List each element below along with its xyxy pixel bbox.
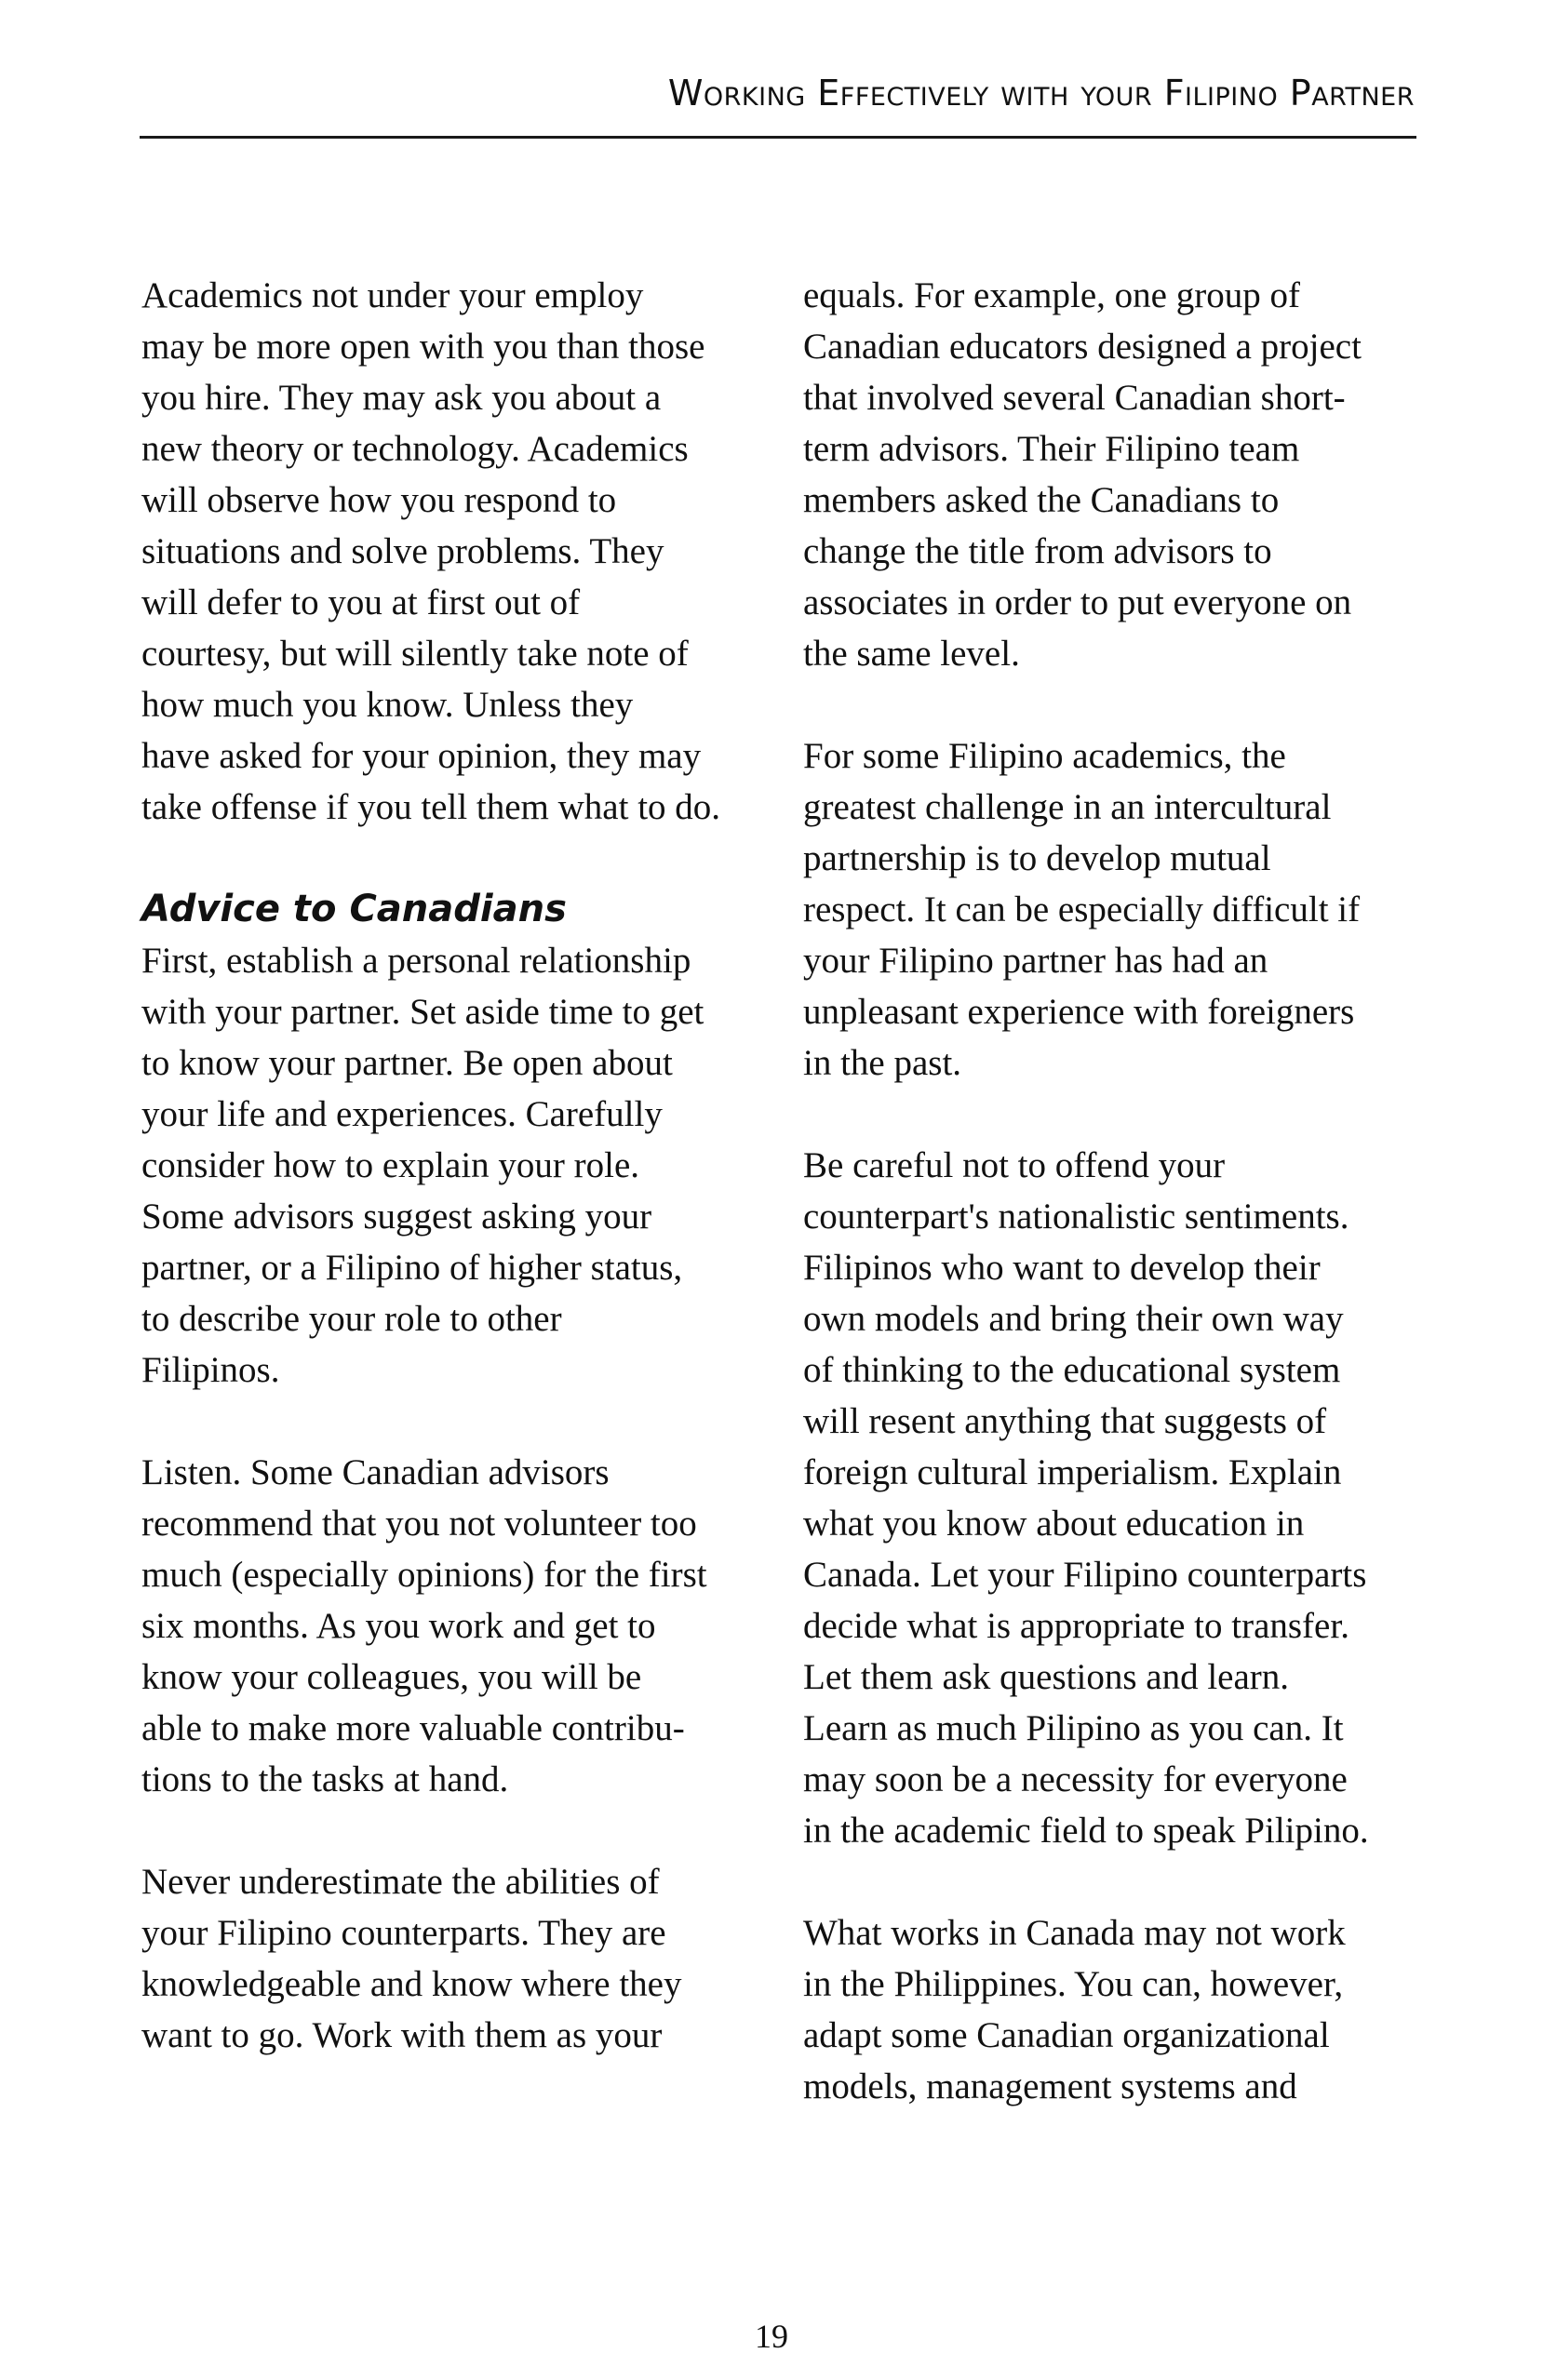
page-number: 19 bbox=[755, 2318, 788, 2355]
right-paragraph-3: Be careful not to offend your counterpart's nationalistic sentiments. Filipinos who want to develop their own models and bring their own way of thinking to the educational system will resent anything that suggests of foreign cultural imperialism. Explain what you know about education in Canada. Let your Filipino counterparts decide what is appropriate to transfer. Let them ask questions and learn. Learn as much Pilipino as you can. It may soon be a necessity for everyone in the academic field to speak Pilipino. bbox=[803, 1145, 1369, 1851]
left-paragraph-1: Academics not under your employ may be more open with you than those you hire. They may ask you about a new theory or technology. Academics will observe how you respond to situations and solve problems. They will defer to you at first out of courtesy, but will silently take note of how much you know. Unless they have asked for your opinion, they may take offense if you tell them what to do. bbox=[141, 275, 721, 827]
running-header bbox=[140, 69, 1416, 139]
left-paragraph-3: Listen. Some Canadian advisors recommend that you not volunteer too much (especially opinions) for the first six months. As you work and get to know your colleagues, you will be able to make more valuable contribu- tions to the tasks at hand. bbox=[141, 1452, 707, 1799]
right-paragraph-2: For some Filipino academics, the greatest challenge in an intercultural partnership is to develop mutual respect. It can be especially difficult if your Filipino partner has had an unpleasant experience with foreigners in the past. bbox=[803, 736, 1361, 1083]
left-paragraph-4: Never underestimate the abilities of your Filipino counterparts. They are knowledgeable and know where they want to go. Work with them as your bbox=[141, 1862, 682, 2055]
section-heading: Advice to Canadians bbox=[141, 888, 567, 930]
running-header-title: Working Effectively with your Filipino Partner bbox=[667, 73, 1415, 114]
right-column bbox=[803, 270, 1436, 2163]
left-paragraph-2: First, establish a personal relationship with your partner. Set aside time to get to know your partner. Be open about your life and experiences. Carefully consider how to explain your role. Some advisors suggest asking your partner, or a Filipino of higher status, to describe your role to other Filipinos. bbox=[141, 941, 704, 1390]
right-paragraph-1: equals. For example, one group of Canadian educators designed a project that involved several Canadian short- term advisors. Their Filipino team members asked the Canadians to change the title from advisors to associates in order to put everyone on the same level. bbox=[803, 275, 1362, 674]
right-paragraph-4: What works in Canada may not work in the Philippines. You can, however, adapt some Canadian organizational models, management systems and bbox=[803, 1913, 1346, 2106]
left-column bbox=[141, 270, 774, 2112]
